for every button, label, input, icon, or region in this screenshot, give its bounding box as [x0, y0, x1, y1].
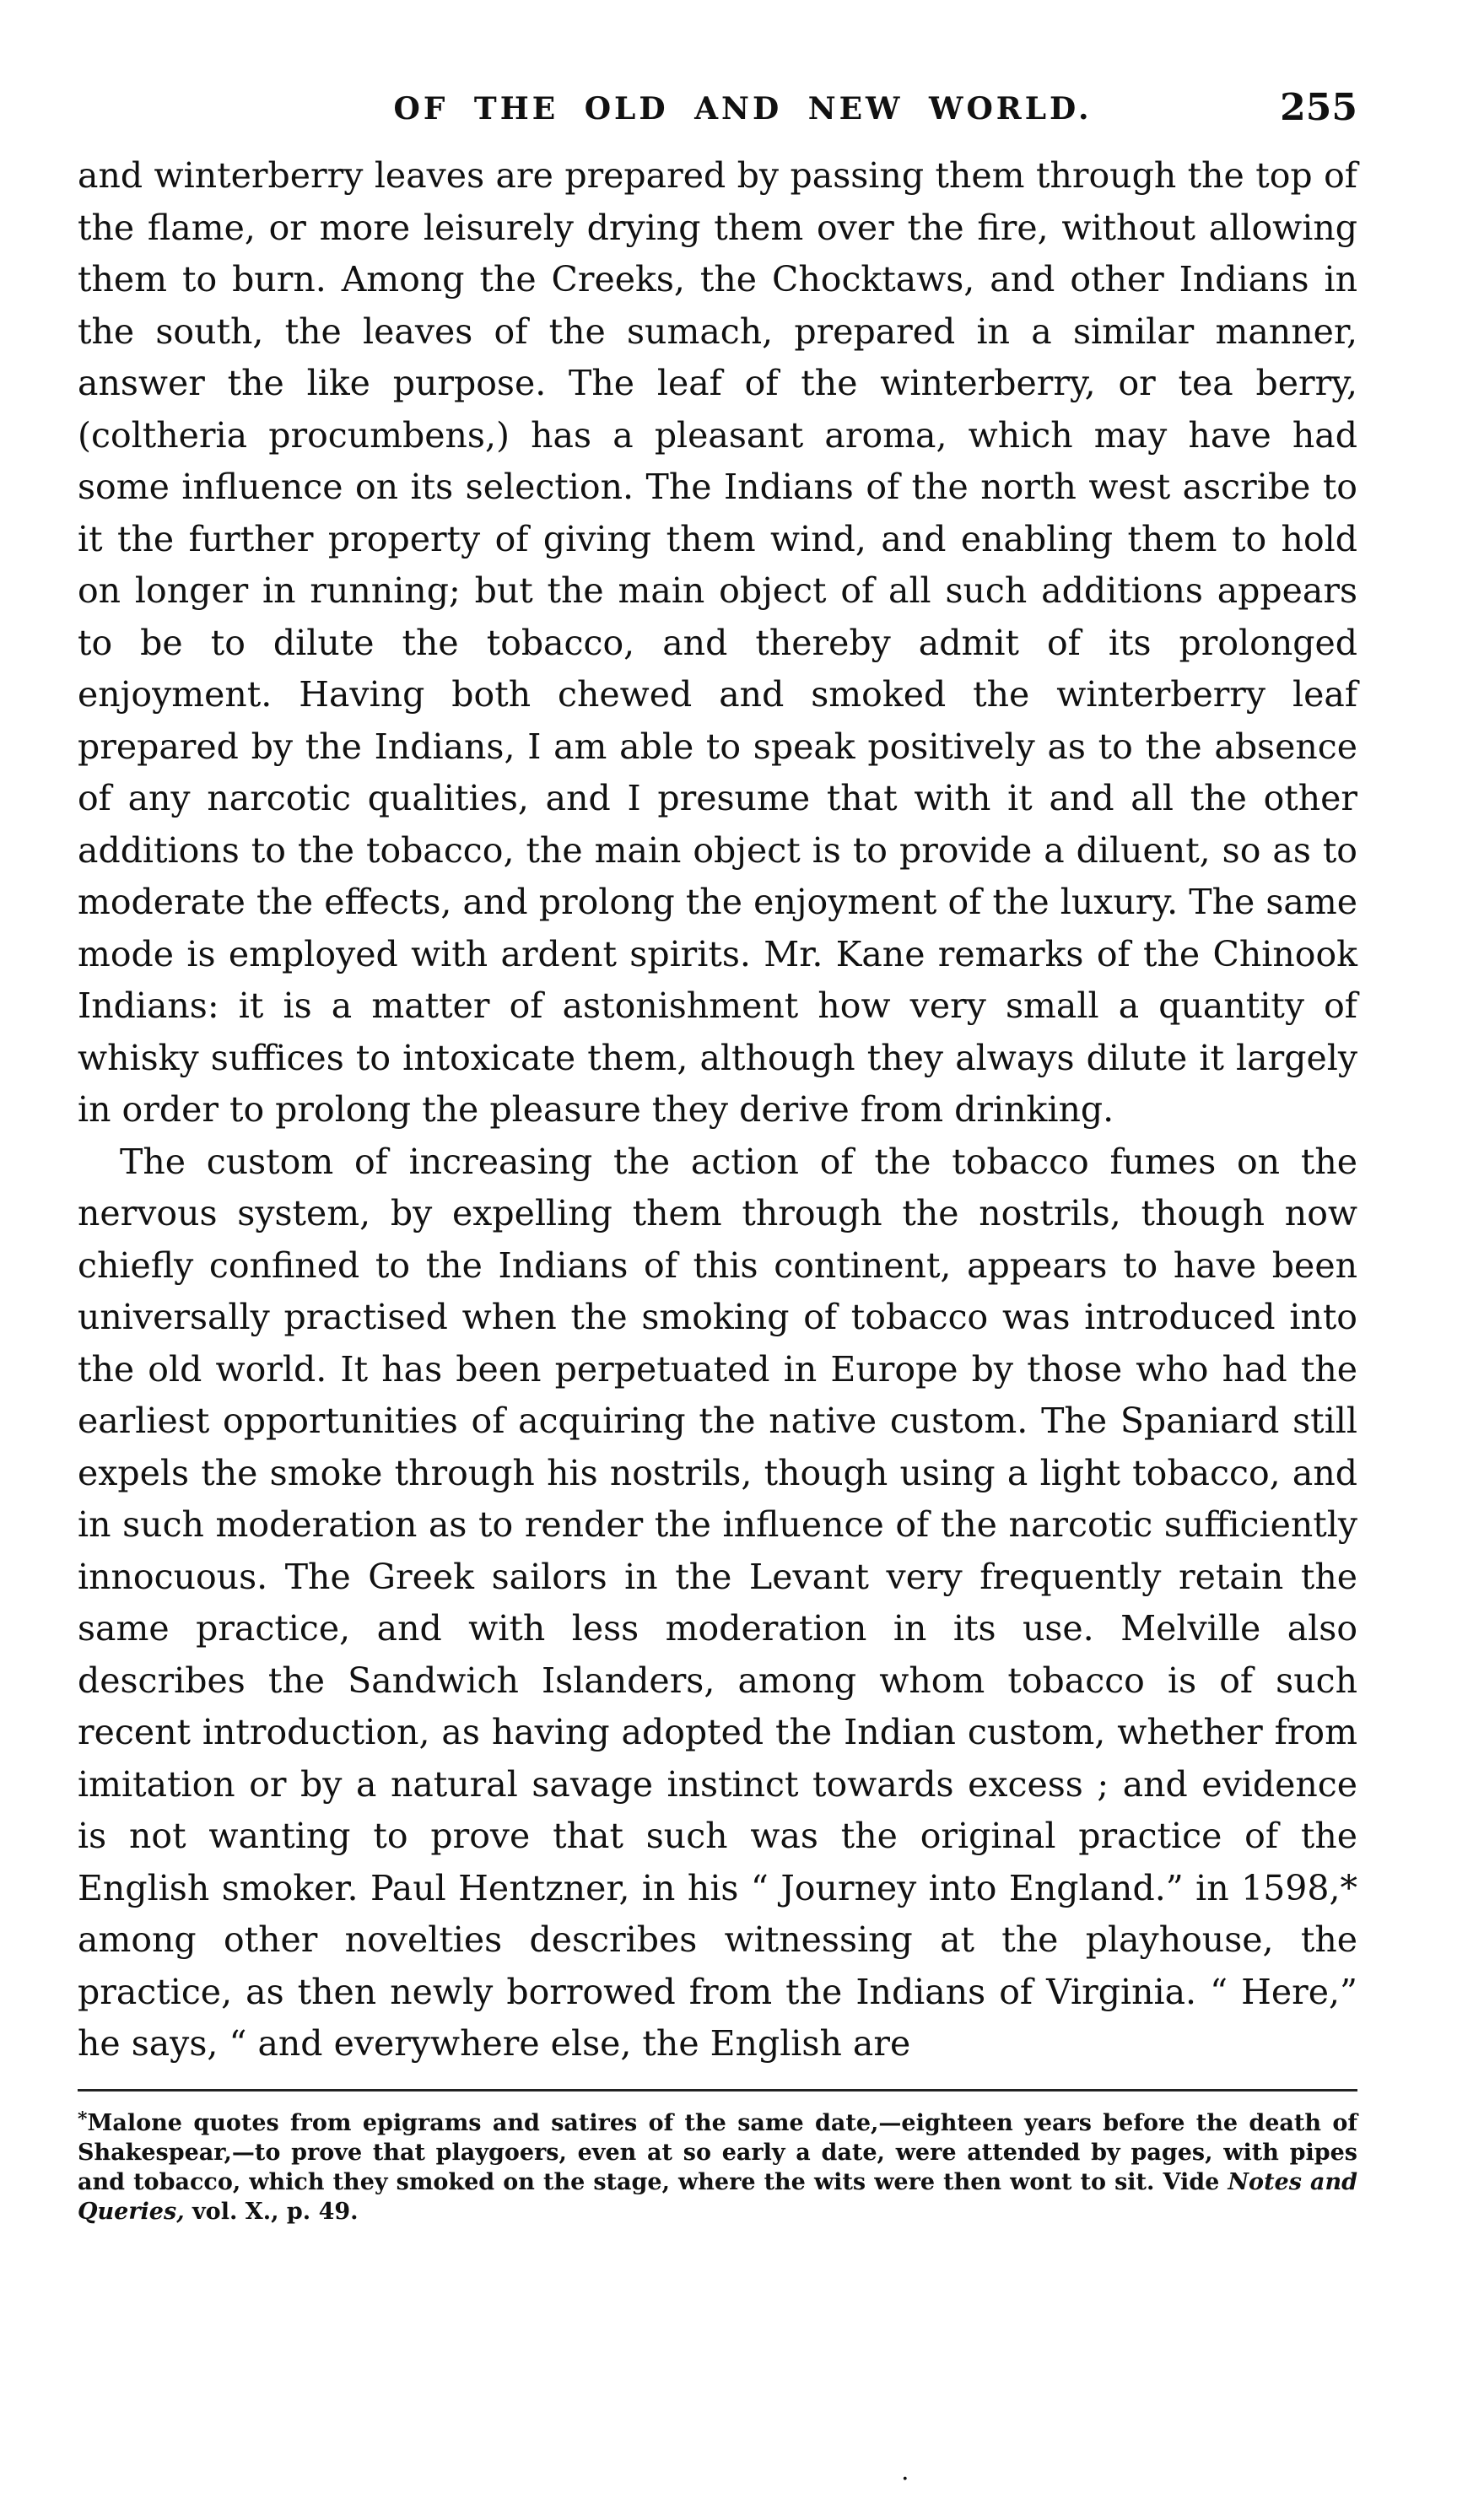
- footnote-divider: [78, 2089, 1357, 2091]
- footnote-marker: *: [78, 2108, 88, 2130]
- paragraph: The custom of increasing the action of the tobacco fumes on the nervous system, by expelling them through the nostrils, though now chiefly confined to the Indians of this continent, appears to have been universally practised when the smoking of tobacco was introduced into the old world. It has been perpetuated in Europe by those who had the earliest opportunities of acquiring the native custom. The Spaniard still expels the smoke through his nostrils, though using a light tobacco, and in such moderation as to render the influence of the narcotic sufficiently innocuous. The Greek sailors in the Levant very frequently retain the same practice, and with less moderation in its use. Melville also describes the Sandwich Islanders, among whom tobacco is of such recent introduction, as having adopted the Indian custom, whether from imitation or by a natural savage instinct towards excess ; and evidence is not wanting to prove that such was the original practice of the English smoker. Paul Hentzner, in his “ Journey into England.” in 1598,* among other novelties describes witnessing at the playhouse, the practice, as then newly borrowed from the Indians of Virginia. “ Here,” he says, “ and everywhere else, the English are: [78, 1141, 1357, 2064]
- page-number: 255: [1280, 86, 1357, 129]
- body-text: [78, 150, 1357, 2070]
- footnote-text: Malone quotes from epigrams and satires of the same date,—eighteen years before the death of Shakespear,—to prove that playgoers, even at so early a date, were attended by pages, with pipes and tobacco, which they smoked on the stage, where the wits were then wont to sit. Vide: [78, 2109, 1357, 2195]
- footnote-italic-title: Notes and Queries,: [78, 2168, 1357, 2225]
- end-mark: .: [901, 2457, 909, 2486]
- footnote-text-end: vol. X., p. 49.: [184, 2198, 359, 2225]
- paragraph: and winterberry leaves are prepared by passing them through the top of the flame, or more leisurely drying them over the fire, without allowing them to burn. Among the Creeks, the Chocktaws, and other Indians in the south, the leaves of the sumach, prepared in a similar manner, answer the like purpose. The leaf of the winterberry, or tea berry, (coltheria procumbens,) has a pleasant aroma, which may have had some influence on its selection. The Indians of the north west ascribe to it the further property of giving them wind, and enabling them to hold on longer in running; but the main object of all such additions appears to be to dilute the tobacco, and thereby admit of its prolonged enjoyment. Having both chewed and smoked the winterberry leaf prepared by the Indians, I am able to speak positively as to the absence of any narcotic qualities, and I presume that with it and all the other additions to the tobacco, the main object is to provide a diluent, so as to moderate the effects, and prolong the enjoyment of the luxury. The same mode is employed with ardent spirits. Mr. Kane remarks of the Chinook Indians: it is a matter of astonishment how very small a quantity of whisky suffices to intoxicate them, although they always dilute it largely in order to prolong the pleasure they derive from drinking.: [78, 155, 1357, 1130]
- footnote: [78, 2105, 1357, 2226]
- page-header: [78, 86, 1357, 150]
- running-title: OF THE OLD AND NEW WORLD.: [393, 91, 1093, 127]
